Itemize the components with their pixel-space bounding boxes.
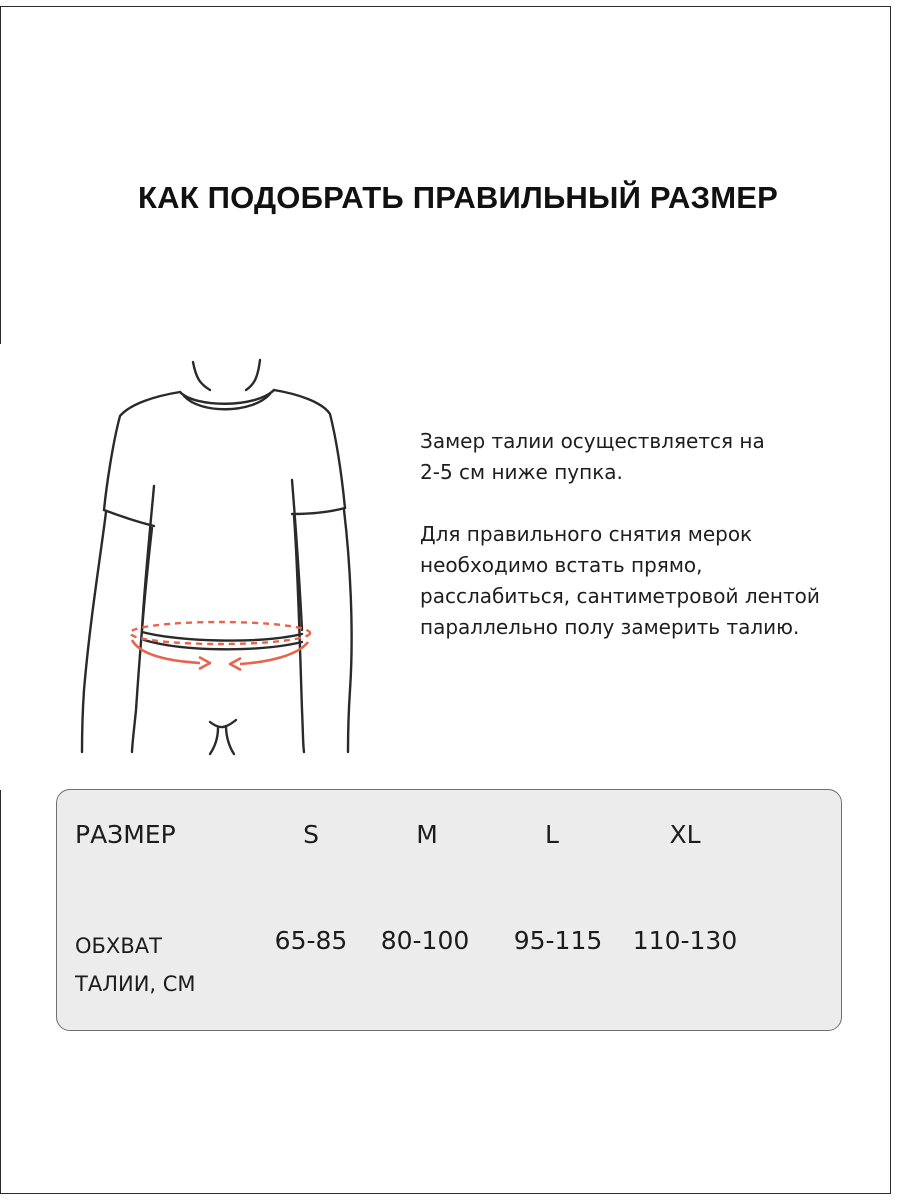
measurement-instructions [420,426,880,674]
size-xl: XL [669,820,701,849]
person-in-tshirt-icon [60,350,380,760]
waist-range-l: 95-115 [513,926,603,955]
waist-row-label [75,927,196,1003]
waist-row-label-line: ОБХВАТ [75,934,162,958]
waist-row-label-line: ТАЛИИ, СМ [75,972,196,996]
instruction-line: необходимо встать прямо, [420,553,703,577]
waist-range-xl: 110-130 [632,926,738,955]
size-chart-table [56,789,842,1031]
instruction-line: 2-5 см ниже пупка. [420,460,623,484]
size-l: L [545,820,559,849]
instruction-line: Для правильного снятия мерок [420,522,753,546]
instruction-line: Замер талии осуществляется на [420,429,765,453]
instruction-paragraph-1 [420,426,880,488]
frame-top-border [0,6,891,7]
frame-left-border-bottom [0,790,1,1194]
size-s: S [303,820,319,849]
size-header-label: РАЗМЕР [75,820,176,849]
page-title: КАК ПОДОБРАТЬ ПРАВИЛЬНЫЙ РАЗМЕР [137,180,779,215]
frame-bottom-border [0,1193,891,1194]
waist-measurement-illustration [60,350,380,760]
instruction-paragraph-2 [420,519,880,643]
waist-range-s: 65-85 [274,926,348,955]
instruction-line: расслабиться, сантиметровой лентой [420,584,820,608]
instruction-line: параллельно полу замерить талию. [420,615,800,639]
size-m: M [416,820,438,849]
waist-range-m: 80-100 [380,926,470,955]
frame-left-border-top [0,6,1,344]
